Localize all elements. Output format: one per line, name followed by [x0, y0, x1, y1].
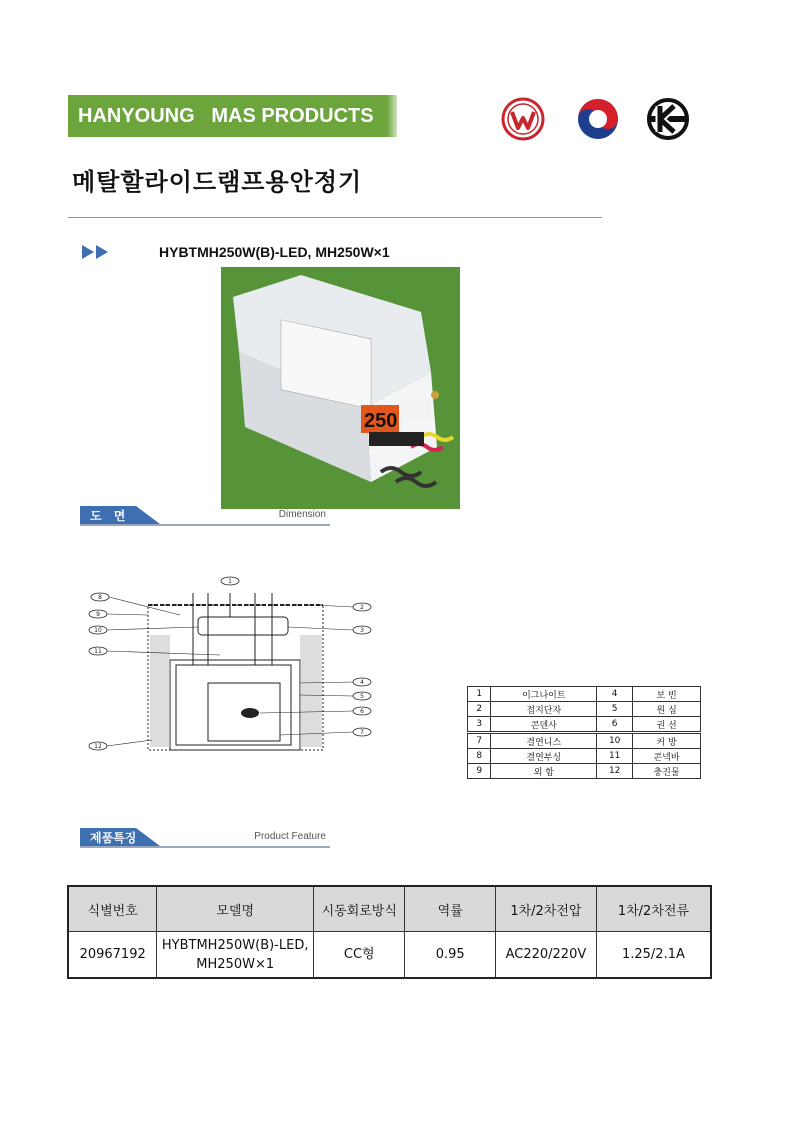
header-power-factor: 역률 [405, 886, 496, 932]
part-name: 커 방 [633, 733, 701, 749]
cell-circuit: CC형 [314, 932, 405, 979]
spec-table [67, 885, 712, 979]
callout-4: 4 [360, 679, 364, 686]
part-name: 결연니스 [491, 733, 597, 749]
cell-voltage: AC220/220V [495, 932, 596, 979]
brand-banner: HANYOUNG MAS PRODUCTS [68, 95, 391, 137]
part-name: 외 함 [491, 764, 597, 779]
callout-7: 7 [360, 729, 364, 736]
part-number: 1 [468, 687, 491, 702]
dimension-tab-label: 도 면 [90, 509, 130, 523]
callout-10: 10 [94, 627, 102, 634]
table-row [468, 764, 701, 779]
feature-section-tab [80, 828, 330, 848]
table-row [468, 717, 701, 733]
part-name: 콘덴사 [491, 717, 597, 733]
table-row [468, 749, 701, 764]
dimension-section-tab [80, 506, 330, 526]
callout-5: 5 [360, 693, 364, 700]
part-number: 10 [597, 733, 633, 749]
callout-6: 6 [360, 708, 364, 715]
cell-current: 1.25/2.1A [596, 932, 711, 979]
wattage-label: 250 [364, 410, 398, 432]
header-voltage: 1차/2차전압 [495, 886, 596, 932]
part-number: 11 [597, 749, 633, 764]
korea-taegeuk-logo [576, 97, 620, 141]
part-number: 8 [468, 749, 491, 764]
part-name: 권 선 [633, 717, 701, 733]
dimension-drawing [80, 575, 380, 755]
part-number: 2 [468, 702, 491, 717]
part-name: 충진물 [633, 764, 701, 779]
callout-11: 11 [94, 648, 102, 655]
header-current: 1차/2차전류 [596, 886, 711, 932]
cell-model [157, 932, 314, 979]
callout-3: 3 [360, 627, 364, 634]
model-heading: HYBTMH250W(B)-LED, MH250W×1 [159, 244, 390, 260]
callout-12: 12 [94, 743, 102, 750]
part-name: 이그나이트 [491, 687, 597, 702]
kc-mark-logo [646, 97, 690, 141]
part-number: 9 [468, 764, 491, 779]
table-row [68, 932, 711, 979]
model-line-2: MH250W×1 [196, 956, 275, 972]
header-model: 모델명 [157, 886, 314, 932]
double-arrow-icon [82, 245, 112, 259]
page-title: 메탈할라이드램프용안정기 [72, 168, 363, 196]
table-row [468, 733, 701, 749]
part-number: 5 [597, 702, 633, 717]
table-row [468, 687, 701, 702]
header-circuit: 시동회로방식 [314, 886, 405, 932]
part-number: 3 [468, 717, 491, 733]
product-photo [221, 267, 460, 509]
callout-2: 2 [360, 604, 364, 611]
model-line-1: HYBTMH250W(B)-LED, [161, 937, 309, 953]
title-divider [68, 217, 602, 218]
cell-power-factor: 0.95 [405, 932, 496, 979]
spec-header-row [68, 886, 711, 932]
cell-id: 20967192 [68, 932, 157, 979]
part-name: 보 빈 [633, 687, 701, 702]
callout-1: 1 [228, 578, 232, 585]
dimension-tab-english: Dimension [278, 509, 326, 520]
table-row [468, 702, 701, 717]
part-number: 12 [597, 764, 633, 779]
parts-table [467, 686, 701, 779]
part-name: 접지단자 [491, 702, 597, 717]
part-name: 콘넥바 [633, 749, 701, 764]
feature-tab-english: Product Feature [254, 831, 326, 842]
callout-9: 9 [96, 611, 100, 618]
part-name: 원 심 [633, 702, 701, 717]
part-number: 6 [597, 717, 633, 733]
header-id: 식별번호 [68, 886, 157, 932]
w-mark-logo [501, 97, 545, 141]
part-name: 결연부싱 [491, 749, 597, 764]
part-number: 7 [468, 733, 491, 749]
part-number: 4 [597, 687, 633, 702]
callout-8: 8 [98, 594, 102, 601]
feature-tab-label: 제품특징 [90, 831, 137, 845]
